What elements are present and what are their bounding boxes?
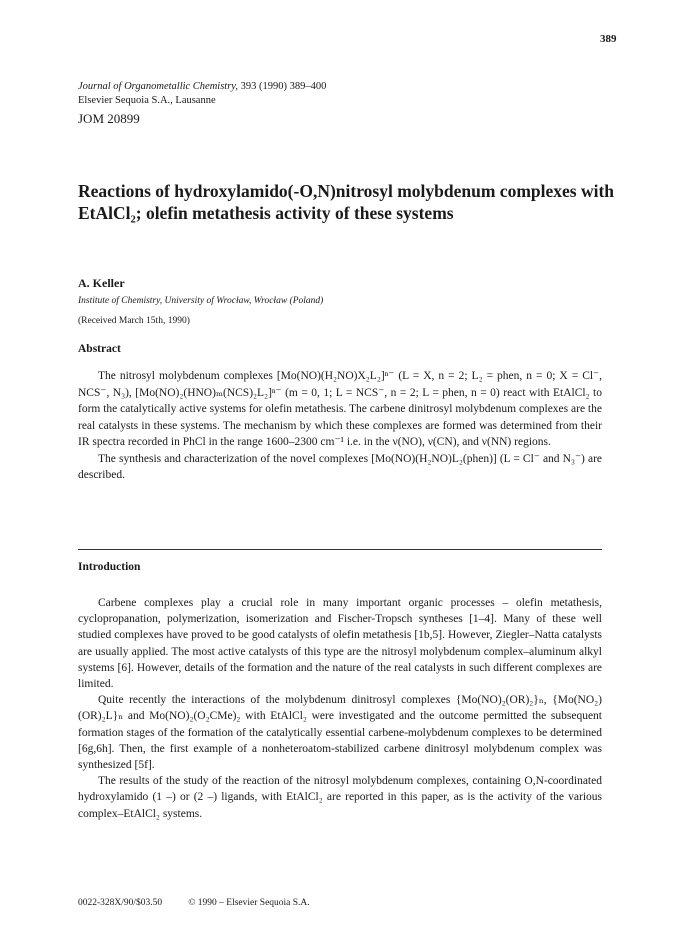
author-affiliation: Institute of Chemistry, University of Wrocław, Wrocław (Poland): [78, 296, 324, 306]
journal-volume-pages: 393 (1990) 389–400: [238, 81, 327, 92]
abstract-body: [78, 368, 602, 484]
page-footer: [78, 898, 310, 908]
received-date: (Received March 15th, 1990): [78, 316, 190, 326]
abstract-paragraph: The nitrosyl molybdenum complexes [Mo(NO)(H₂NO)X₂L₂]ⁿ⁻ (L = X, n = 2; L₂ = phen, n = 0; X = Cl⁻, NCS⁻, N₃), [Mo(NO)₂(HNO)ₘ(NCS)₂L₂]ⁿ⁻ (m = 0, 1; L = NCS⁻, n = 2; L = phen, n = 0) react with EtAlCl₂ to form the catalytically active systems for olefin metathesis. The carbene dinitrosyl molybdenum complexes are the real catalysts in these systems. The mechanism by which these complexes are formed was determined from their IR spectra recorded in PhCl in the range 1600–2300 cm⁻¹ i.e. in the ν(NO), ν(CN), and ν(NN) regions.: [78, 370, 602, 448]
introduction-paragraph: Quite recently the interactions of the molybdenum dinitrosyl complexes {Mo(NO)₂(OR)₂}ₙ, {Mo(NO₂)(OR)₂L}ₙ and Mo(NO)₂(O₂CMe)₂ with EtAlCl₂ were investigated and the outcome permitted the subsequent formation stages of the formation of the catalytically essential carbene-molybdenum complexes to be determined [6g,6h]. Then, the first example of a nonheteroatom-stabilized carbene dinitrosyl molybdenum complex was synthesized [5f].: [78, 694, 602, 772]
journal-header: [78, 80, 598, 128]
journal-citation: [78, 80, 598, 94]
footer-copyright: © 1990 – Elsevier Sequoia S.A.: [188, 898, 310, 908]
author-name: A. Keller: [78, 276, 125, 290]
jom-code: JOM 20899: [78, 111, 140, 126]
journal-name: Journal of Organometallic Chemistry,: [78, 81, 239, 92]
introduction-heading: Introduction: [78, 561, 141, 573]
abstract-paragraph: The synthesis and characterization of the novel complexes [Mo(NO)(H₂NO)L₂(phen)] (L = Cl⁻ and N₃⁻) are described.: [78, 452, 602, 481]
introduction-paragraph: The results of the study of the reaction of the nitrosyl molybdenum complexes, containing O,N-coordinated hydroxylamido (1 –) or (2 –) ligands, with EtAlCl₂ are reported in this paper, as is the activity of the various complex–EtAlCl₂ systems.: [78, 775, 602, 820]
section-divider: [78, 549, 602, 550]
footer-issn-price: 0022-328X/90/$03.50: [78, 898, 163, 908]
introduction-body: [78, 595, 602, 822]
page-number: 389: [600, 33, 617, 45]
publisher-line: Elsevier Sequoia S.A., Lausanne: [78, 95, 216, 106]
introduction-paragraph: Carbene complexes play a crucial role in many important organic processes – olefin metathesis, cyclopropanation, polymerization, isomerization and Fischer-Tropsch syntheses [1–4]. Many of these well studied complexes have proved to be good catalysts of olefin metathesis [1b,5]. However, Ziegler–Natta catalysts are usually applied. The most active catalysts of this type are the nitrosyl molybdenum complex–aluminum alkyl systems [6]. However, details of the formation and the nature of the real catalysts in such different complexes are limited.: [78, 597, 602, 691]
article-title: Reactions of hydroxylamido(-O,N)nitrosyl molybdenum complexes with EtAlCl₂; olefin metathesis activity of these systems: [78, 181, 615, 223]
abstract-heading: Abstract: [78, 343, 121, 355]
